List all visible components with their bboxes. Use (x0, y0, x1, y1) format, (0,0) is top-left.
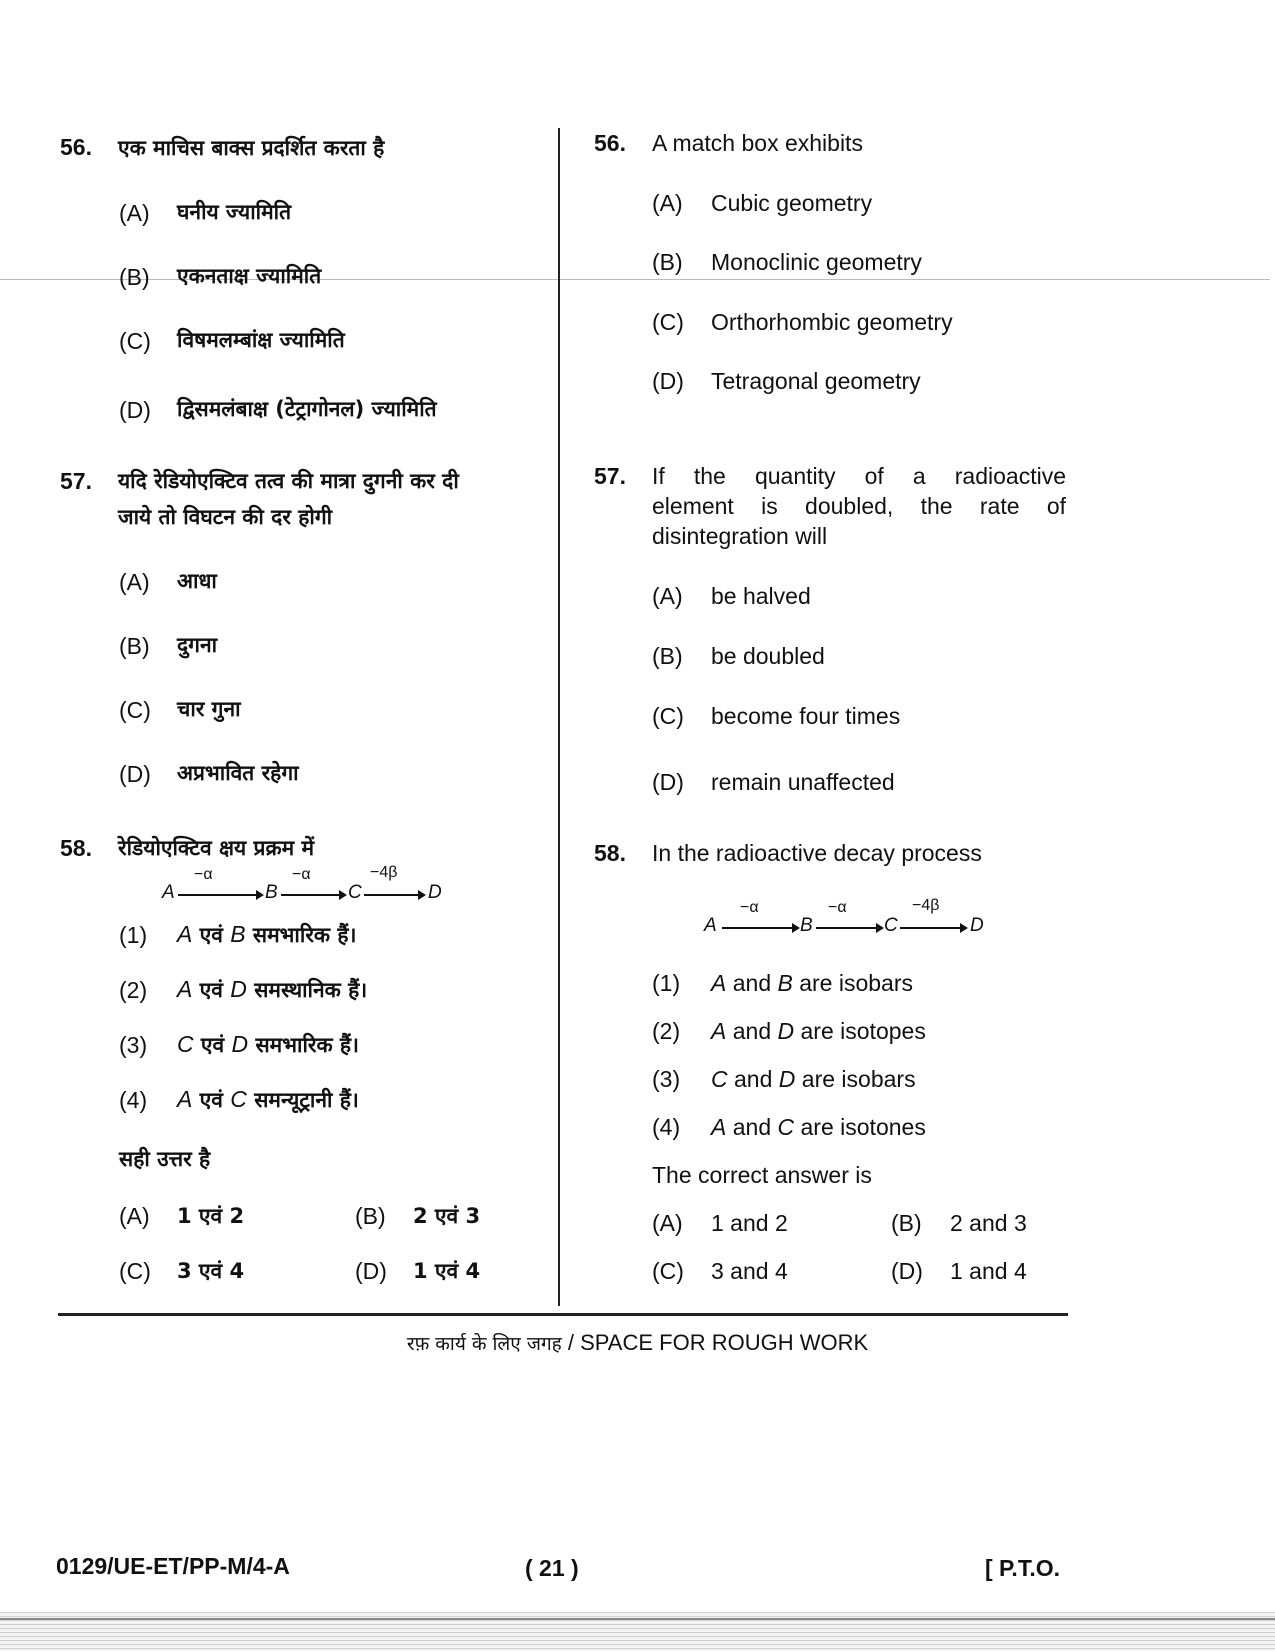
reaction-step-label: −4β (912, 897, 940, 914)
option-label: (D) (355, 1258, 387, 1284)
option-label: (C) (119, 697, 151, 723)
option-text[interactable]: 3 and 4 (711, 1258, 788, 1284)
species: A (711, 1114, 727, 1140)
conjunction: एवं (192, 978, 231, 1002)
question-text-line: element is doubled, the rate of (652, 493, 1066, 519)
species: B (230, 921, 246, 947)
statement-text: समन्यूट्रानी हैं। (246, 1088, 359, 1112)
statement-text: are isobars (792, 970, 914, 996)
option-text[interactable]: 1 and 4 (950, 1258, 1027, 1284)
reaction-arrow (364, 894, 422, 896)
rough-work-separator: / (561, 1330, 581, 1355)
option-label: (D) (891, 1258, 923, 1284)
option-text[interactable]: विषमलम्बांक्ष ज्यामिति (177, 328, 345, 352)
reaction-arrow (722, 927, 796, 929)
species: A (711, 1018, 727, 1044)
question-text: A match box exhibits (652, 130, 863, 156)
option-label: (B) (652, 643, 683, 669)
option-label: (B) (119, 264, 150, 290)
reaction-species-a: A (162, 882, 175, 903)
option-label: (A) (119, 200, 150, 226)
page-number: ( 21 ) (525, 1555, 579, 1581)
option-text[interactable]: remain unaffected (711, 769, 895, 795)
conjunction: and (726, 970, 778, 996)
option-text[interactable]: be doubled (711, 643, 825, 669)
option-text[interactable]: Tetragonal geometry (711, 368, 921, 394)
arrowhead-icon (339, 890, 347, 900)
species: A (177, 1086, 193, 1112)
reaction-arrow (900, 927, 964, 929)
option-label: (A) (652, 583, 683, 609)
reaction-step-label: −α (828, 899, 847, 916)
arrowhead-icon (876, 923, 884, 933)
option-text[interactable]: 1 एवं 4 (413, 1259, 481, 1283)
species: C (177, 1031, 194, 1057)
question-text: एक माचिस बाक्स प्रदर्शित करता है (118, 136, 385, 160)
option-label: (D) (119, 761, 151, 787)
option-label: (D) (652, 368, 684, 394)
statement-label: (1) (119, 922, 148, 948)
question-text: रेडियोएक्टिव क्षय प्रक्रम में (118, 836, 315, 860)
statement-label: (4) (119, 1087, 148, 1113)
species: C (230, 1086, 247, 1112)
option-label: (B) (119, 633, 150, 659)
question-number: 57. (60, 468, 92, 494)
arrowhead-icon (256, 890, 264, 900)
reaction-scheme (704, 897, 1004, 939)
option-text[interactable]: द्विसमलंबाक्ष (टेट्रागोनल) ज्यामिति (177, 397, 437, 421)
rough-work-caption (0, 1330, 1275, 1356)
reaction-species-d: D (970, 915, 984, 936)
answer-prompt: सही उत्तर है (119, 1147, 211, 1171)
species: A (177, 921, 193, 947)
reaction-arrow (281, 894, 343, 896)
conjunction: एवं (193, 1033, 232, 1057)
option-label: (C) (119, 1258, 151, 1284)
statement-text: समस्थानिक हैं। (246, 978, 368, 1002)
option-text[interactable]: 3 एवं 4 (177, 1259, 245, 1283)
option-label: (A) (652, 190, 683, 216)
option-label: (C) (652, 703, 684, 729)
statement-text: are isobars (795, 1066, 916, 1092)
statement-text: are isotopes (794, 1018, 926, 1044)
option-label: (C) (119, 328, 151, 354)
species: C (711, 1066, 728, 1092)
reaction-step-label: −α (194, 866, 213, 883)
statement (652, 1066, 916, 1093)
option-text[interactable]: 1 and 2 (711, 1210, 788, 1236)
reaction-arrow (816, 927, 880, 929)
option-label: (D) (119, 397, 151, 423)
species: D (230, 976, 247, 1002)
option-text[interactable]: 1 एवं 2 (177, 1204, 245, 1228)
option-text[interactable]: 2 एवं 3 (413, 1204, 481, 1228)
species: D (231, 1031, 249, 1057)
question-text-line: If the quantity of a radioactive (652, 463, 1066, 489)
option-label: (D) (652, 769, 684, 795)
statement (652, 1114, 926, 1141)
arrowhead-icon (960, 923, 968, 933)
arrowhead-icon (418, 890, 426, 900)
statement (119, 921, 357, 949)
option-text[interactable]: Monoclinic geometry (711, 249, 922, 275)
statement (652, 970, 914, 997)
reaction-species-c: C (348, 882, 362, 903)
option-label: (A) (119, 1203, 150, 1229)
scan-edge-line (0, 1618, 1275, 1620)
reaction-species-d: D (428, 882, 442, 903)
conjunction: एवं (192, 1088, 231, 1112)
option-text[interactable]: Orthorhombic geometry (711, 309, 953, 335)
option-label: (A) (119, 569, 150, 595)
statement-text: समभारिक हैं। (245, 923, 357, 947)
option-label: (A) (652, 1210, 683, 1236)
statement (119, 1031, 360, 1059)
rough-work-english: SPACE FOR ROUGH WORK (580, 1330, 869, 1355)
question-text-line: जाये तो विघटन की दर होगी (118, 505, 333, 529)
option-text[interactable]: become four times (711, 703, 901, 729)
option-text[interactable]: अप्रभावित रहेगा (177, 761, 299, 785)
reaction-step-label: −α (740, 899, 759, 916)
species: D (777, 1018, 795, 1044)
conjunction: and (726, 1114, 778, 1140)
question-number: 58. (60, 835, 92, 861)
reaction-step-label: −4β (370, 864, 398, 881)
statement (652, 1018, 926, 1045)
option-label: (B) (652, 249, 683, 275)
statement-text: समभारिक हैं। (248, 1033, 360, 1057)
answer-prompt: The correct answer is (652, 1162, 872, 1188)
question-text-line: यदि रेडियोएक्टिव तत्व की मात्रा दुगनी कर दी (118, 469, 459, 493)
option-label: (B) (891, 1210, 922, 1236)
question-number: 56. (60, 134, 92, 160)
option-text[interactable]: Cubic geometry (711, 190, 873, 216)
question-number: 56. (594, 130, 626, 156)
reaction-species-b: B (800, 915, 813, 936)
option-text[interactable]: घनीय ज्यामिति (177, 200, 292, 224)
option-text[interactable]: be halved (711, 583, 811, 609)
rough-work-hindi: रफ़ कार्य के लिए जगह (406, 1333, 562, 1355)
statement-text: are isotones (794, 1114, 926, 1140)
column-divider (558, 128, 560, 1306)
option-label: (C) (652, 1258, 684, 1284)
conjunction: and (726, 1018, 778, 1044)
species: B (777, 970, 793, 996)
reaction-arrow (178, 894, 260, 896)
species: A (711, 970, 727, 996)
reaction-species-c: C (884, 915, 898, 936)
statement (119, 1086, 359, 1114)
divider-rule (58, 1313, 1068, 1316)
species: A (177, 976, 193, 1002)
reaction-species-b: B (265, 882, 278, 903)
arrowhead-icon (792, 923, 800, 933)
paper-code: 0129/UE-ET/PP-M/4-A (56, 1553, 290, 1579)
statement-label: (3) (119, 1032, 148, 1058)
reaction-scheme (162, 864, 462, 906)
reaction-step-label: −α (292, 866, 311, 883)
option-text[interactable]: एकनताक्ष ज्यामिति (177, 264, 322, 288)
option-text[interactable]: चार गुना (177, 697, 241, 721)
question-text-line: disintegration will (652, 523, 828, 549)
pto-note: [ P.T.O. (985, 1555, 1060, 1581)
statement (119, 976, 368, 1004)
option-label: (B) (355, 1203, 386, 1229)
option-text[interactable]: दुगना (177, 633, 218, 657)
statement-label: (3) (652, 1066, 681, 1092)
conjunction: and (727, 1066, 779, 1092)
option-text[interactable]: 2 and 3 (950, 1210, 1027, 1236)
option-text[interactable]: आधा (177, 569, 217, 593)
option-label: (C) (652, 309, 684, 335)
conjunction: एवं (192, 923, 231, 947)
statement-label: (2) (119, 977, 148, 1003)
statement-label: (4) (652, 1114, 681, 1140)
statement-label: (1) (652, 970, 681, 996)
question-text: In the radioactive decay process (652, 840, 982, 866)
species: D (778, 1066, 796, 1092)
statement-label: (2) (652, 1018, 681, 1044)
species: C (777, 1114, 795, 1140)
question-number: 57. (594, 463, 626, 489)
question-number: 58. (594, 840, 626, 866)
reaction-species-a: A (704, 915, 717, 936)
